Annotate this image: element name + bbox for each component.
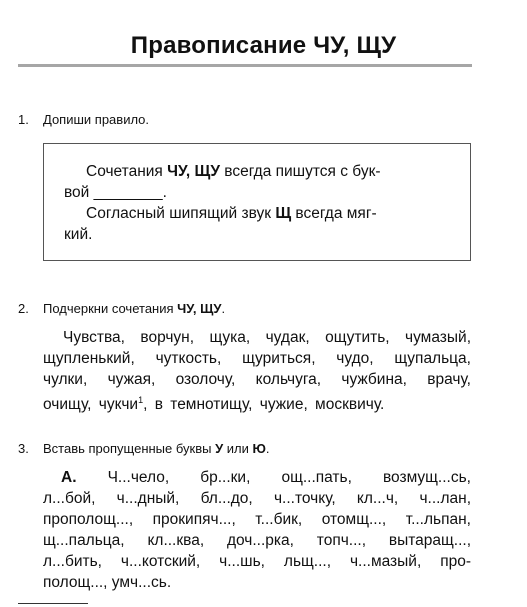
- rule-text: Согласный шипящий звук: [86, 205, 276, 222]
- task3-prompt-end: .: [265, 441, 270, 456]
- task3-number: 3.: [18, 441, 29, 456]
- word-line: щупленький, чуткость, щуриться, чудо, щупальца,: [43, 350, 471, 367]
- word-line: л...бой, ч...дный, бл...до, ч...точку, кл...ч, ч...лан,: [43, 490, 471, 507]
- task3-prompt: или: [223, 441, 253, 456]
- part-label: А.: [61, 469, 77, 486]
- footnote-divider: [18, 603, 88, 604]
- word-line: щ...пальца, кл...ква, доч...рка, топч..., вытаращ...,: [43, 532, 471, 549]
- word-line: [43, 467, 471, 488]
- task1-number: 1.: [18, 112, 29, 127]
- rule-text: Сочетания: [86, 163, 168, 180]
- task1-heading: [18, 112, 149, 127]
- task3-prompt: Вставь пропущенные буквы: [43, 441, 216, 456]
- task3-words: [43, 467, 471, 593]
- word-text: Ч...чело, бр...ки, ощ...пать, возмущ...сь,: [76, 469, 471, 486]
- task2-prompt: Подчеркни сочетания: [43, 301, 178, 316]
- task1-prompt: Допиши правило.: [43, 112, 150, 127]
- rule-text: кий.: [64, 226, 93, 243]
- task2-prompt-end: .: [221, 301, 226, 316]
- task3-prompt-bold: У: [215, 441, 224, 456]
- task2-words: [43, 327, 471, 415]
- rule-box: [43, 143, 471, 261]
- task2-prompt-bold: ЧУ, ЩУ: [177, 301, 222, 316]
- task3-prompt-bold: Ю: [252, 441, 266, 456]
- word-line: полощ..., умч...сь.: [43, 574, 172, 591]
- rule-paragraph-2: [64, 203, 448, 245]
- rule-text: всегда мяг-: [291, 205, 377, 222]
- rule-text: всегда пишутся с бук-: [219, 163, 381, 180]
- word-line: чулки, чужая, озолочу, кольчуга, чужбина, врачу,: [43, 371, 471, 388]
- task2-heading: [18, 301, 225, 316]
- word-text: очищу, чукчи: [43, 396, 139, 414]
- page-title: Правописание ЧУ, ЩУ: [130, 32, 397, 59]
- word-line: л...бить, ч...котский, ч...шь, льщ..., ч...мазый, про-: [43, 553, 471, 570]
- rule-paragraph-1: [64, 161, 448, 203]
- word-line: Чувства, ворчун, щука, чудак, ощутить, чумазый,: [63, 329, 471, 346]
- word-text: , в темнотищу, чужие, москвичу.: [143, 396, 385, 414]
- footnote-marker: 1: [138, 395, 144, 405]
- rule-bold: Щ: [275, 205, 292, 222]
- task3-heading: [18, 441, 270, 456]
- word-line: [43, 390, 471, 415]
- title-underline: [18, 64, 472, 67]
- word-line: прополощ..., прокипяч..., т...бик, отомщ..., т...льпан,: [43, 511, 471, 528]
- rule-blank-line: вой ________.: [64, 184, 167, 201]
- task2-number: 2.: [18, 301, 29, 316]
- rule-bold: ЧУ, ЩУ: [167, 163, 220, 180]
